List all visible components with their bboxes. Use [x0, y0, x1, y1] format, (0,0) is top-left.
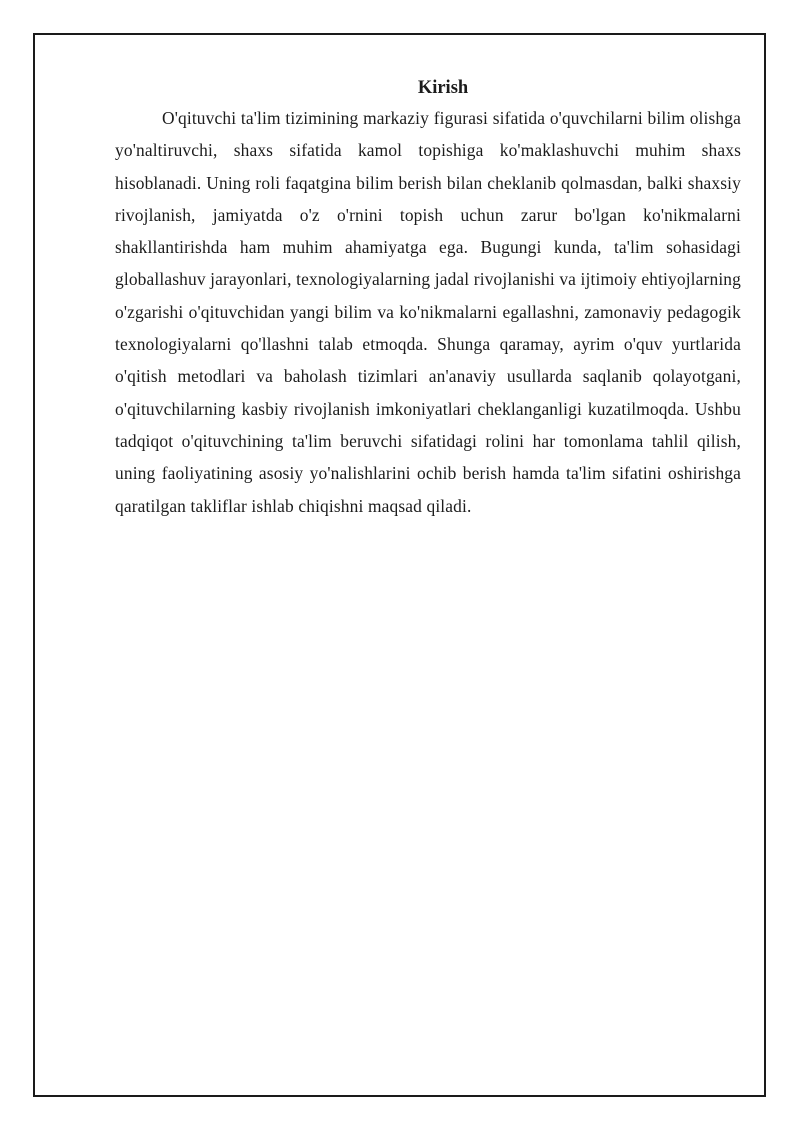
document-body [115, 74, 741, 522]
intro-paragraph: O'qituvchi ta'lim tizimining markaziy figurasi sifatida o'quvchilarni bilim olishga yo'naltiruvchi, shaxs sifatida kamol topishiga ko'maklashuvchi muhim shaxs hisoblanadi. Uning roli faqatgina bilim berish bilan cheklanib qolmasdan, balki shaxsiy rivojlanish, jamiyatda o'z o'rnini topish uchun zarur bo'lgan ko'nikmalarni shakllantirishda ham muhim ahamiyatga ega. Bugungi kunda, ta'lim sohasidagi globallashuv jarayonlari, texnologiyalarning jadal rivojlanishi va ijtimoiy ehtiyojlarning o'zgarishi o'qituvchidan yangi bilim va ko'nikmalarni egallashni, zamonaviy pedagogik texnologiyalarni qo'llashni talab etmoqda. Shunga qaramay, ayrim o'quv yurtlarida o'qitish metodlari va baholash tizimlari an'anaviy usullarda saqlanib qolayotgani, o'qituvchilarning kasbiy rivojlanish imkoniyatlari cheklanganligi kuzatilmoqda. Ushbu tadqiqot o'qituvchining ta'lim beruvchi sifatidagi rolini har tomonlama tahlil qilish, uning faoliyatining asosiy yo'nalishlarini ochib berish hamda ta'lim sifatini oshirishga qaratilgan takliflar ishlab chiqishni maqsad qiladi. [115, 108, 741, 516]
section-heading: Kirish [417, 78, 469, 98]
